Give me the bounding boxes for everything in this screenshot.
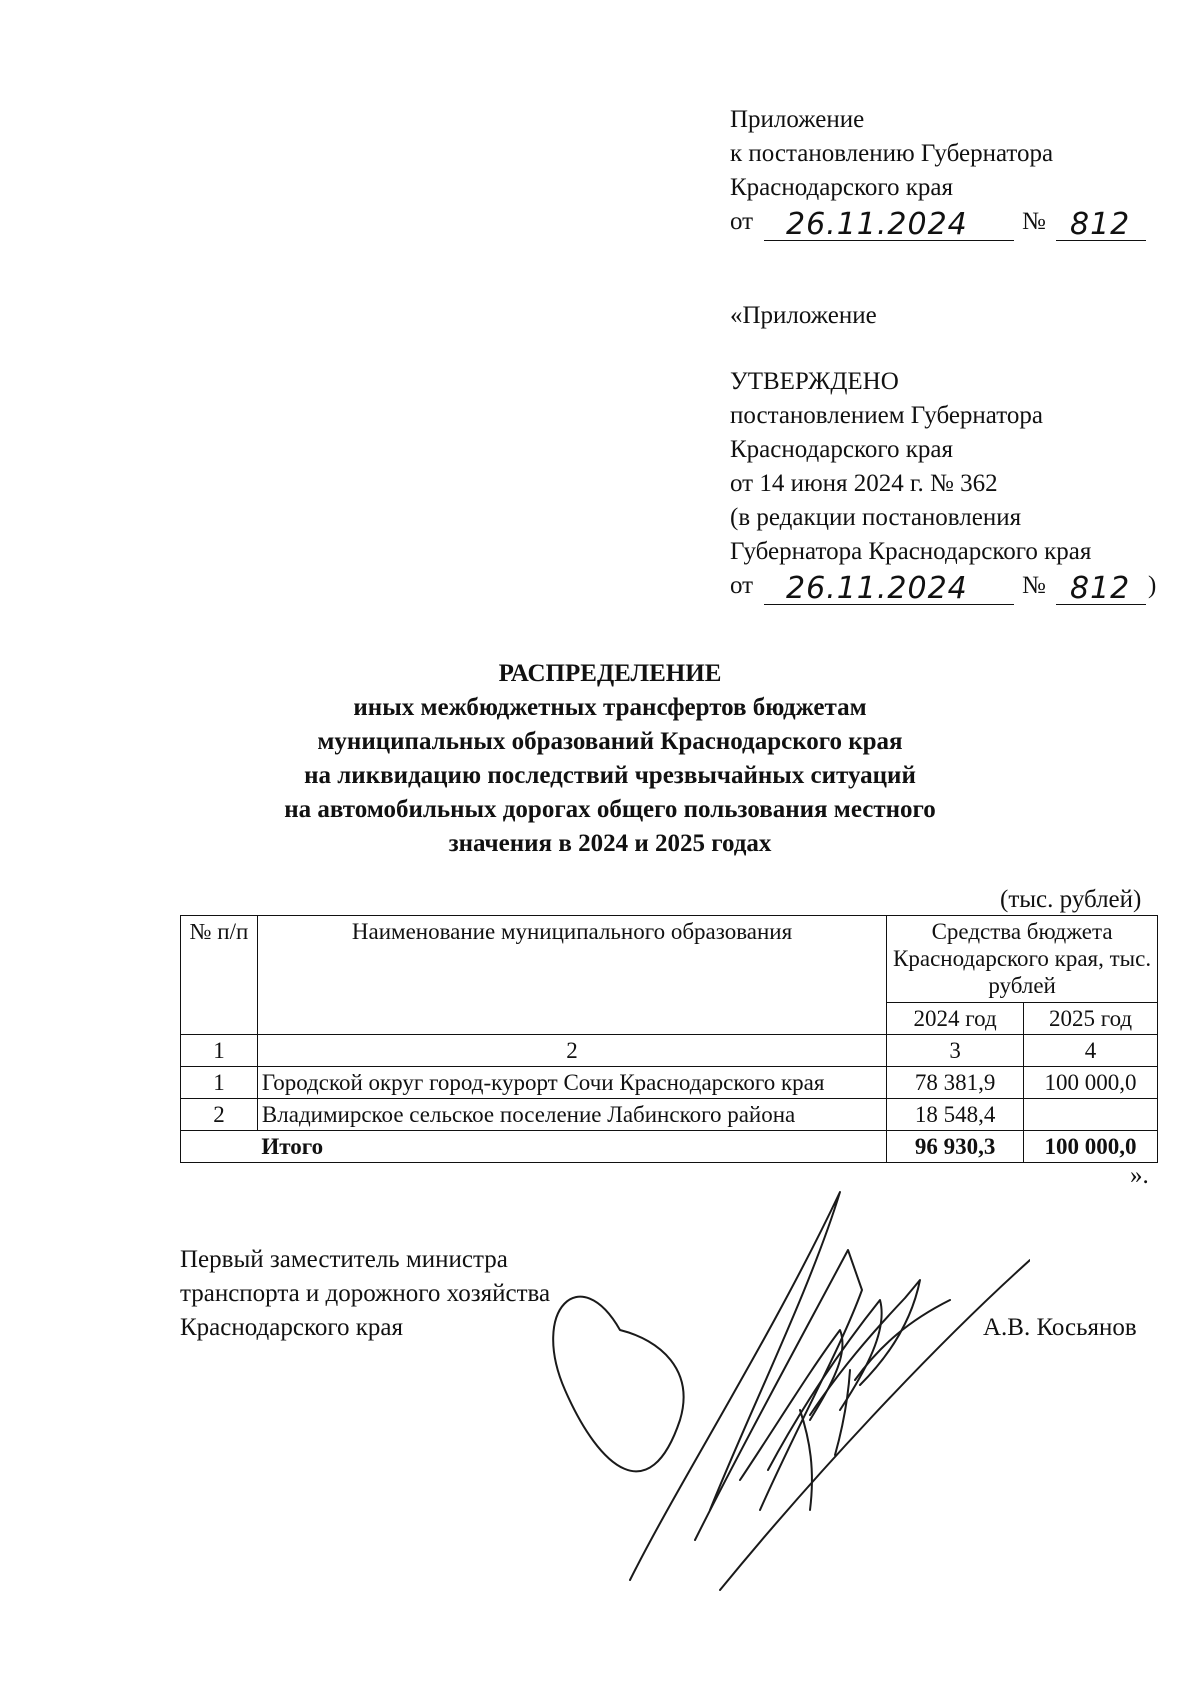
approved-line-5: Губернатора Краснодарского края	[730, 538, 1092, 565]
header-year-2025: 2025 год	[1024, 1003, 1158, 1035]
appendix-number-prefix: №	[1022, 208, 1046, 235]
row-value-2025	[1024, 1099, 1158, 1131]
col-number: 2	[257, 1035, 886, 1067]
appendix-date-field	[764, 204, 1014, 241]
approved-line-1: постановлением Губернатора	[730, 402, 1043, 429]
signatory-line-1: Первый заместитель министра	[180, 1246, 508, 1273]
units-label: (тыс. рублей)	[1000, 886, 1142, 913]
appendix-line-3: Краснодарского края	[730, 174, 953, 201]
row-value-2024: 18 548,4	[887, 1099, 1024, 1131]
approved-heading: УТВЕРЖДЕНО	[730, 368, 899, 395]
table-row	[181, 1067, 1158, 1099]
closing-quote: ».	[1130, 1162, 1149, 1189]
approved-line-3: от 14 июня 2024 г. № 362	[730, 470, 998, 497]
handwritten-number: 812	[1070, 571, 1131, 606]
total-value-2024: 96 930,3	[887, 1131, 1024, 1163]
col-number: 4	[1024, 1035, 1158, 1067]
row-value-2025: 100 000,0	[1024, 1067, 1158, 1099]
header-funds: Средства бюджета Краснодарского края, тыс. рублей	[887, 916, 1158, 1003]
header-name: Наименование муниципального образования	[257, 916, 886, 1035]
title-line-5: на автомобильных дорогах общего пользования местного	[284, 796, 936, 823]
table-column-numbers-row	[181, 1035, 1158, 1067]
closing-paren: )	[1148, 572, 1157, 599]
total-label: Итого	[257, 1131, 886, 1163]
title-line-4: на ликвидацию последствий чрезвычайных ситуаций	[304, 762, 916, 789]
approved-line-2: Краснодарского края	[730, 436, 953, 463]
title-line-3: муниципальных образований Краснодарского края	[317, 728, 903, 755]
handwritten-date: 26.11.2024	[786, 571, 968, 606]
title-line-2: иных межбюджетных трансфертов бюджетам	[353, 694, 867, 721]
table-total-row	[181, 1131, 1158, 1163]
row-name: Владимирское сельское поселение Лабинского района	[257, 1099, 886, 1131]
title-line-1: РАСПРЕДЕЛЕНИЕ	[498, 660, 722, 687]
handwritten-date: 26.11.2024	[786, 207, 968, 242]
signatory-line-2: транспорта и дорожного хозяйства	[180, 1280, 551, 1307]
header-num: № п/п	[181, 916, 258, 1035]
total-value-2025: 100 000,0	[1024, 1131, 1158, 1163]
row-num: 2	[181, 1099, 258, 1131]
table-header-row	[181, 916, 1158, 1003]
col-number: 1	[181, 1035, 258, 1067]
table-row	[181, 1099, 1158, 1131]
row-num: 1	[181, 1067, 258, 1099]
approved-date-field	[764, 568, 1014, 605]
approved-number-field	[1056, 568, 1146, 605]
distribution-table	[180, 915, 1158, 1163]
appendix-date-prefix: от	[730, 208, 754, 235]
signatory-name: А.В. Косьянов	[983, 1314, 1137, 1341]
appendix-line-2: к постановлению Губернатора	[730, 140, 1054, 167]
signatory-line-3: Краснодарского края	[180, 1314, 403, 1341]
appendix-label: «Приложение	[730, 302, 877, 329]
handwritten-signature	[510, 1180, 1030, 1600]
appendix-number-field	[1056, 204, 1146, 241]
approved-number-prefix: №	[1022, 572, 1046, 599]
approved-line-4: (в редакции постановления	[730, 504, 1022, 531]
row-name: Городской округ город-курорт Сочи Краснодарского края	[257, 1067, 886, 1099]
approved-date-prefix: от	[730, 572, 754, 599]
title-line-6: значения в 2024 и 2025 годах	[448, 830, 772, 857]
col-number: 3	[887, 1035, 1024, 1067]
row-value-2024: 78 381,9	[887, 1067, 1024, 1099]
header-year-2024: 2024 год	[887, 1003, 1024, 1035]
appendix-line-1: Приложение	[730, 106, 865, 133]
total-num-empty	[181, 1131, 258, 1163]
handwritten-number: 812	[1070, 207, 1131, 242]
